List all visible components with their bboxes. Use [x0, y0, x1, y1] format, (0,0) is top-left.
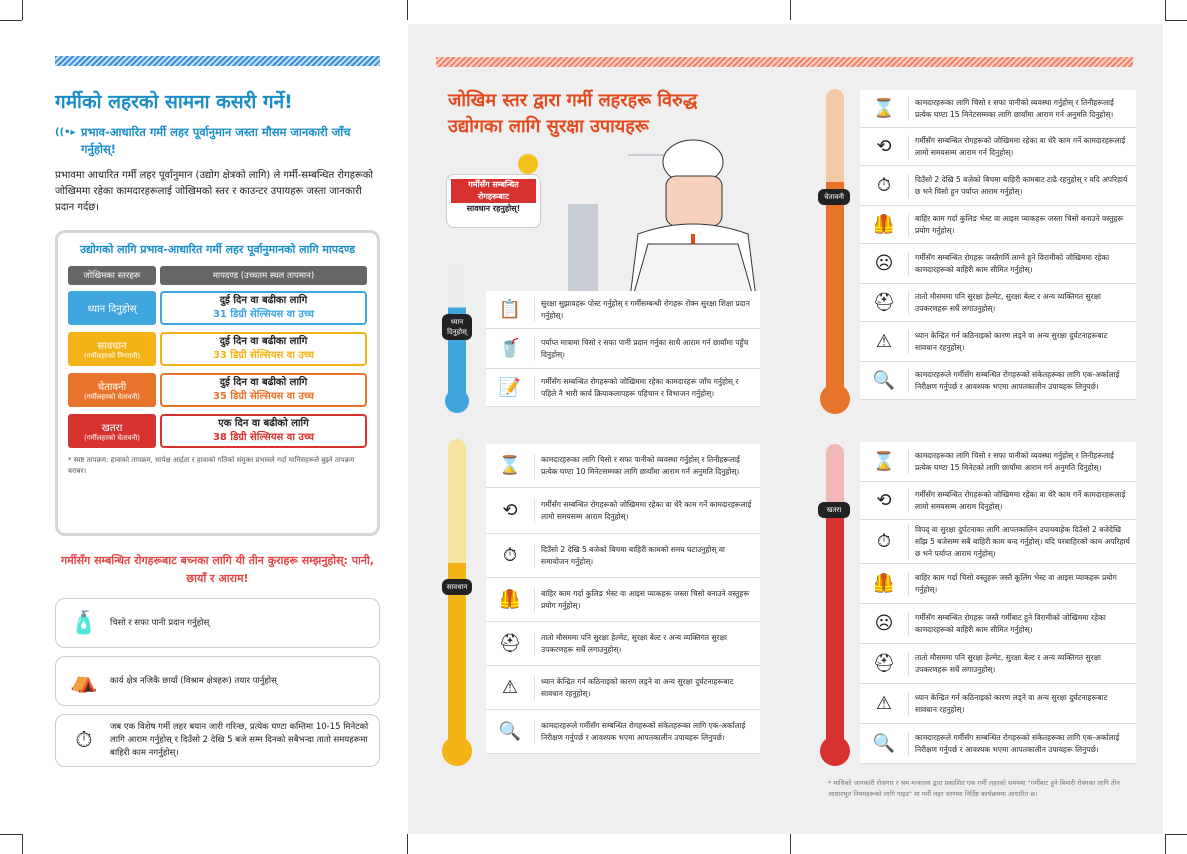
level-badge [68, 291, 156, 325]
caution-sign-icon: ⚠ [501, 677, 519, 698]
sick-worker-icon: ☹ [874, 613, 894, 634]
measure-text: विपद् वा सुरक्षा दुर्घटनाका लागि आपतकालिन उपायबाहेक दिउँसो 2 बजेदेखि साँझ 5 बजेसम्म सबै बाहिरी काम बन्द गर्नुहोस्। यदि परबाहिरको काम अपरिहार्य छ भने पर्याप्त आराम गर्नुहोस्। [908, 524, 1136, 560]
levels-list [68, 291, 367, 448]
badge-danger: खतरा [818, 502, 850, 518]
level-name: सावधान [97, 340, 127, 352]
level-badge [68, 414, 156, 448]
measure-item [860, 90, 1136, 128]
sick-worker-icon: ☹ [874, 253, 894, 274]
caution-sign-icon: ⚠ [875, 331, 893, 352]
warning-bubble [446, 174, 541, 228]
measure-item [486, 291, 760, 329]
criteria-duration: दुई दिन वा बढीका लागि [219, 336, 308, 347]
level-row [68, 373, 367, 407]
measure-item [860, 564, 1136, 604]
water-icon: 🥤 [498, 338, 522, 359]
badge-warning: चेतावनी [818, 189, 850, 205]
measure-item [860, 206, 1136, 244]
level-criteria [160, 373, 367, 407]
stripe-bar [436, 57, 1133, 67]
level-row [68, 332, 367, 366]
measure-text: गर्मीसँग सम्बन्धित रोगहरूको जोखिममा रहेका वा थेरै काम गर्ने कामदारहरूलाई लामो समयसम्म आराम दिनुहोस्। [908, 489, 1136, 513]
measure-item [486, 488, 760, 534]
measure-item [860, 284, 1136, 322]
left-panel [55, 56, 380, 804]
thermometer-bulb [445, 389, 469, 413]
danger-measures [860, 442, 1136, 764]
crop-mark [22, 0, 23, 20]
level-sub: (गर्मीलहरको निगरानी) [83, 351, 141, 360]
thermometer-bulb [820, 736, 850, 766]
badge-attention: ध्यान दिनुहोस् [442, 314, 472, 340]
measure-text: कामदारहरूले गर्मीसँग सम्बन्धित रोगहरूको संकेतहरूका लागि एक-अर्कालाई निरीक्षण गर्नुपर्छ र आवश्यक भएमा आपतकालीन उपायहरू लिनुपर्छ। [908, 369, 1136, 393]
thermometer-bulb [442, 736, 472, 766]
level-sub: (गर्मीलहरको चेतावनी) [84, 392, 140, 401]
bubble-line1: गर्मीसँग सम्बन्धित रोगहरूबाट [451, 179, 536, 203]
inspect-icon: 🔍 [872, 733, 896, 754]
measure-text: कामदारहरूका लागि चिसो र सफा पानीको व्यवस्था गर्नुहोस् र तिनीहरूलाई प्रत्येक घण्टा 15 मिनेटसम्मका लागि छायाँमा आराम गर्न अनुमति दिनुहोस्। [908, 97, 1136, 121]
measure-item [486, 329, 760, 369]
level-name: ध्यान दिनुहोस् [87, 304, 137, 315]
vest-icon: 🦺 [872, 573, 896, 594]
broadcast-icon: ((•▸ [55, 127, 76, 138]
vest-icon: 🦺 [498, 589, 522, 610]
right-panel [408, 24, 1163, 834]
tip-text: चिसो र सफा पानी प्रदान गर्नुहोस् [110, 617, 210, 628]
criteria-title: उद्योगको लागि प्रभाव-आधारित गर्मी लहर पूर्वानुमानको लागि मापदण्ड [80, 243, 355, 256]
measure-item [860, 684, 1136, 724]
bubble-line2: सावधान रहनुहोस्! [466, 204, 521, 213]
sun-hourglass-icon: ⌛ [872, 451, 896, 472]
intro-paragraph: प्रभावमा आधारित गर्मी लहर पूर्वानुमान (उद्योग क्षेत्रको लागि) ले गर्मी-सम्बन्धित रोगहरूको जोखिममा रहेका कामदारहरूलाई जोखिमको स्तर र काउन्टर उपायहरू जस्ता जानकारी प्रदान गर्दछ। [55, 170, 373, 213]
level-badge [68, 373, 156, 407]
measure-text: ध्यान केन्द्रित गर्न कठिनाइको कारण लड्ने वा अन्य सुरक्षा दुर्घटनाहरूबाट सावधान रहनुहोस्। [908, 692, 1136, 716]
safety-title-line1: जोखिम स्तर द्वारा गर्मी लहरहरू विरुद्ध [448, 90, 698, 111]
timer-icon: ⏱ [876, 531, 892, 552]
measure-text: गर्मीसँग सम्बन्धित रोगहरूको जोखिममा रहेका कामदारहरू जाँच गर्नुहोस् र पहिले नै भारी कार्य क्रियाकलापहरू पहिचान र विभाजन गर्नुहोस्। [534, 376, 760, 400]
measure-text: बाहिर काम गर्दा कुलिङ भेस्ट वा आइस प्याकहरू जस्ता चिसो बनाउने वस्तुहरू प्रयोग गर्नुहोस्। [534, 588, 760, 612]
measure-text: गर्मीसँग सम्बन्धित रोगहरूको जोखिममा रहेका वा थेरै काम गर्ने कामदारहरूलाई लामो समयसम्म आराम दिनुहोस्। [534, 499, 760, 523]
measure-item [860, 644, 1136, 684]
helmet-icon: ⛑ [498, 633, 522, 654]
tip-text: कार्य क्षेत्र नजिकै छायाँ (विश्राम क्षेत्रहरू) तयार पार्नुहोस् [110, 675, 277, 686]
crop-mark [0, 834, 22, 835]
measure-item [860, 362, 1136, 400]
badge-caution: सावधान [442, 579, 472, 595]
crop-mark [22, 834, 23, 854]
measure-item [486, 666, 760, 710]
sun-hourglass-icon: ⌛ [498, 455, 522, 476]
water-bottle-icon: 🧴 [70, 610, 98, 636]
criteria-temp: 38 डिग्री सेल्सियस वा उच्च [212, 432, 315, 443]
crop-mark [0, 20, 22, 21]
measure-text: तातो मौसममा पनि सुरक्षा हेल्मेट, सुरक्षा बेल्ट र अन्य व्यक्तिगत सुरक्षा उपकरणहरू सधैं लगाउनुहोस्। [908, 291, 1136, 315]
criteria-temp: 35 डिग्री सेल्सियस वा उच्च [212, 391, 315, 402]
measure-text: कामदारहरूले गर्मीसँग सम्बन्धित रोगहरूको संकेतहरूका लागि एक-अर्कालाई निरीक्षण गर्नुपर्छ र आवश्यक भएमा आपतकालीन उपायहरू लिनुपर्छ। [534, 720, 760, 744]
criteria-duration: दुई दिन वा बढीका लागि [219, 295, 308, 306]
rest-icon: ⟲ [876, 490, 892, 511]
clipboard-icon: 📝 [498, 377, 522, 398]
level-name: चेतावनी [97, 381, 127, 393]
criteria-duration: एक दिन वा बढीको लागि [218, 418, 309, 429]
tip-item [55, 714, 380, 767]
tent-icon: ⛺ [70, 668, 98, 694]
measure-item [860, 166, 1136, 206]
clock-icon: ⏱ [75, 728, 93, 753]
measure-text: तातो मौसममा पनि सुरक्षा हेल्मेट, सुरक्षा बेल्ट र अन्य व्यक्तिगत सुरक्षा उपकरणहरू सधैं लगाउनुहोस्। [534, 632, 760, 656]
measure-text: ध्यान केन्द्रित गर्न कठिनाइको कारण लड्ने वा अन्य सुरक्षा दुर्घटनाहरूबाट सावधान रहनुहोस्। [908, 330, 1136, 354]
sun-hourglass-icon: ⌛ [872, 98, 896, 119]
criteria-note: * स्पष्ट तापक्रम: हावाको तापक्रम, सापेक्ष आर्द्रता र हावाको गतिको संयुक्त प्रभावले गर्दा मानिसहरूले बुझ्ने तापक्रम बराबर। [68, 456, 355, 475]
subtitle [55, 124, 380, 158]
measure-item [860, 482, 1136, 520]
level-criteria [160, 414, 367, 448]
tip-item [55, 598, 380, 648]
caution-measures [486, 444, 760, 754]
measure-item [486, 369, 760, 407]
measure-text: पर्याप्त मात्रामा चिसो र सफा पानी प्रदान गर्नुका साथै आराम गर्न छायाँमा पहुँच दिनुहोस्। [534, 337, 760, 361]
measure-text: दिउँसो 2 देखि 5 बजेको बिचमा बाहिरी कामबाट टाढै रहनुहोस् र यदि अपरिहार्य छ भने चिसो हुन पर्याप्त आराम गर्नुहोस्। [908, 174, 1136, 198]
tips-list [55, 598, 380, 767]
caution-sign-icon: ⚠ [875, 693, 893, 714]
measure-item [860, 724, 1136, 764]
safety-title-line2: उद्योगका लागि सुरक्षा उपायहरू [448, 116, 649, 137]
level-sub: (गर्मीलहरको चेतावनी) [84, 433, 140, 442]
measure-text: बाहिर काम गर्दा कुलिङ भेस्ट वा आइस प्याकहरू जस्ता चिसो बनाउने वस्तुहरू प्रयोग गर्नुहोस्। [908, 213, 1136, 237]
crop-mark [790, 0, 791, 20]
three-tips-heading: गर्मीसँग सम्बन्धित रोगहरूबाट बच्नका लागि यी तीन कुराहरू सम्झनुहोस्: पानी, छायाँ र आराम! [60, 554, 375, 585]
warning-measures [860, 90, 1136, 400]
crop-mark [1165, 0, 1166, 20]
criteria-temp: 33 डिग्री सेल्सियस वा उच्च [212, 350, 315, 361]
measure-text: कामदारहरूका लागि चिसो र सफा पानीको व्यवस्था गर्नुहोस् र तिनीहरूलाई प्रत्येक घण्टा 15 मिनेटको लागि छायाँमा आराम गर्न अनुमति दिनुहोस्। [908, 450, 1136, 474]
level-criteria [160, 291, 367, 325]
tip-text: जब एक विशेष गर्मी लहर बयान जारी गरिन्छ, प्रत्येक घण्टा कम्तिमा 10-15 मिनेटको लागि आराम गर्नुहोस् र दिउँसो 2 देखि 5 बजे सम्म दिनको सबैभन्दा तातो समयहरूमा बाहिरी काम नगर्नुहोस्। [110, 722, 369, 758]
measure-text: बाहिर काम गर्दा चिसो वस्तुहरू जस्तै कूलिंग भेस्ट वा आइस प्याकहरू प्रयोग गर्नुहोस्। [908, 572, 1136, 596]
level-row [68, 291, 367, 325]
stripe-bar [55, 56, 380, 66]
measure-item [860, 128, 1136, 166]
measure-text: गर्मीसँग सम्बन्धित रोगहरूको जोखिममा रहेका वा थेरै काम गर्ने कामदारहरूलाई लामो समयसम्म आराम गर्न दिनुहोस्। [908, 135, 1136, 159]
thermometer-warning [826, 89, 844, 399]
thermometer-bulb [820, 384, 850, 414]
crop-mark [407, 834, 408, 854]
footnote: * माथिको जानकारी रोजगार र श्रम मन्त्रालय द्वारा प्रकाशित एक गर्मी लहरको समयमा "गर्मीबाट हुने बिमारी रोक्नका लागि तीन आधारभूत नियमहरूको लागि गाइड" मा गर्मी लहर चरणमा निर्दिष्ट कार्यक्रममा आधारित छ। [828, 779, 1120, 798]
measure-item [486, 578, 760, 622]
crop-mark [1165, 834, 1187, 835]
crop-mark [1165, 20, 1187, 21]
attention-measures [486, 291, 760, 407]
measure-text: दिउँसो 2 देखि 5 बजेको बिचमा बाहिरी कामको समय घटाउनुहोस् वा समायोजन गर्नुहोस्। [534, 544, 760, 568]
helmet-icon: ⛑ [872, 292, 896, 313]
thermometer-danger [826, 444, 844, 754]
criteria-temp: 31 डिग्री सेल्सियस वा उच्च [212, 309, 315, 320]
timer-icon: ⏱ [876, 175, 892, 196]
measure-item [486, 534, 760, 578]
header-criteria: मापदण्ड (उच्चतम स्थल तापमान) [160, 266, 367, 285]
level-badge [68, 332, 156, 366]
measure-text: ध्यान केन्द्रित गर्न कठिनाइको कारण लड्ने वा अन्य सुरक्षा दुर्घटनाहरूबाट सावधान रहनुहोस्। [534, 676, 760, 700]
rest-icon: ⟲ [502, 500, 518, 521]
crop-mark [1165, 834, 1166, 854]
measure-text: गर्मीसँग सम्बन्धित रोगहरू जस्तैगर्मि लाग्ने हुने विरामीको जोखिममा रहेका कामदारहरूको बाहिरी काम सीमित गर्नुहोस्। [908, 252, 1136, 276]
level-name: खतरा [101, 422, 123, 434]
measure-item [486, 710, 760, 754]
crop-mark [790, 834, 791, 854]
crop-mark [407, 0, 408, 20]
measure-text: कामदारहरूले गर्मीसँग सम्बन्धित रोगहरूको संकेतहरूका लागि एक-अर्कालाई निरीक्षण गर्नुपर्छ र आवश्यक भएमा आपतकालीन उपायहरू लिनुपर्छ। [908, 732, 1136, 756]
measure-text: तातो मौसममा पनि सुरक्षा हेल्मेट, सुरक्षा बेल्ट र अन्य व्यक्तिगत सुरक्षा उपकरणहरू सधैं लगाउनुहोस्। [908, 652, 1136, 676]
criteria-card [55, 230, 380, 536]
measure-text: गर्मीसँग सम्बन्धित रोगहरू जस्तै गर्मीबाट हुने विरामीको जोखिममा रहेका कामदारहरूको बाहिरी काम सीमित गर्नुहोस्। [908, 612, 1136, 636]
inspect-icon: 🔍 [872, 370, 896, 391]
rest-icon: ⟲ [876, 136, 892, 157]
measure-item [860, 604, 1136, 644]
criteria-header [68, 266, 367, 285]
measure-text: कामदारहरूका लागि चिसो र सफा पानीको व्यवस्था गर्नुहोस् र तिनीहरूलाई प्रत्येक घण्टा 10 मिनेटसम्मका लागि छायाँमा आराम गर्न अनुमति दिनुहोस्। [534, 454, 760, 478]
vest-icon: 🦺 [872, 214, 896, 235]
inspect-icon: 🔍 [498, 721, 522, 742]
header-levels: जोखिमका स्तरहरू [68, 266, 156, 285]
measure-text: सुरक्षा सुझावहरू पोस्ट गर्नुहोस् र गर्मीसम्बन्धी रोगहरू रोक्न सुरक्षा शिक्षा प्रदान गर्नुहोस्। [534, 298, 760, 322]
tip-item [55, 656, 380, 706]
page-title: गर्मीको लहरको सामना कसरी गर्ने! [55, 91, 293, 113]
measure-item [860, 322, 1136, 362]
measure-item [860, 442, 1136, 482]
measure-item [860, 520, 1136, 564]
poster-icon: 📋 [498, 299, 522, 320]
level-criteria [160, 332, 367, 366]
measure-item [486, 444, 760, 488]
measure-item [860, 244, 1136, 284]
level-row [68, 414, 367, 448]
criteria-duration: दुई दिन वा बढीको लागि [219, 377, 308, 388]
measure-item [486, 622, 760, 666]
subtitle-text: प्रभाव-आधारित गर्मी लहर पूर्वानुमान जस्ता मौसम जानकारी जाँच गर्नुहोस्! [81, 125, 351, 156]
helmet-icon: ⛑ [872, 653, 896, 674]
timer-icon: ⏱ [502, 545, 518, 566]
